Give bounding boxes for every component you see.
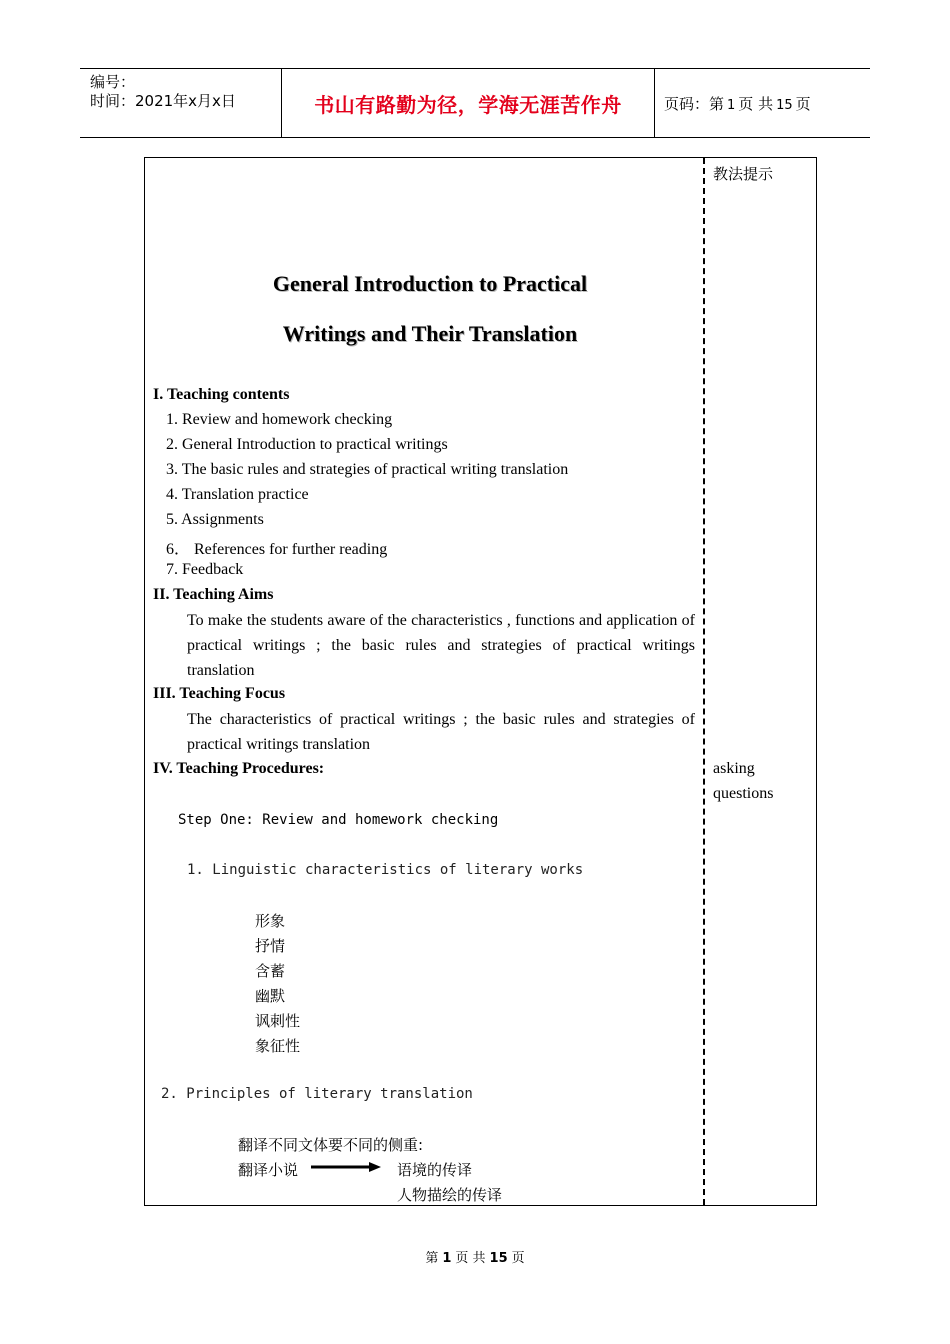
contents-item: 3. The basic rules and strategies of practical writing translation	[166, 461, 569, 478]
doc-title-line1: General Introduction to Practical	[272, 271, 588, 296]
side-note-line1: asking	[713, 760, 755, 777]
focus-note: 翻译不同文体要不同的侧重:	[238, 1136, 424, 1154]
contents-item: 4. Translation practice	[166, 486, 309, 503]
contents-item: 7. Feedback	[166, 561, 244, 578]
serial-label: 编号：	[90, 73, 136, 91]
page-total: 15	[776, 97, 793, 113]
page-current: 1	[727, 97, 736, 113]
feature-item: 含蓄	[255, 962, 286, 980]
arrow-right-icon	[311, 1161, 381, 1173]
lesson-table	[144, 157, 817, 1206]
feature-item: 象征性	[255, 1037, 301, 1055]
feature-item: 抒情	[255, 937, 286, 955]
date-label: 时间：2021年x月x日	[90, 92, 236, 110]
column-divider	[703, 158, 705, 1205]
header-meta	[80, 69, 280, 137]
item-translation-principles: 2. Principles of literary translation	[161, 1086, 473, 1102]
feature-item: 讽刺性	[255, 1012, 301, 1030]
section-heading-aims: II. Teaching Aims	[153, 586, 274, 603]
contents-item: 5. Assignments	[166, 511, 264, 528]
section-heading-procedures: IV. Teaching Procedures:	[153, 760, 325, 777]
novel-point: 语境的传译	[397, 1161, 473, 1179]
doc-title-line2: Writings and Their Translation	[282, 321, 578, 346]
focus-paragraph: The characteristics of practical writings ; the basic rules and strategies of practical writings translation	[187, 711, 695, 753]
item-literary-characteristics: 1. Linguistic characteristics of literary works	[187, 862, 584, 878]
page-indicator: 页码：第 1 页 共 15 页	[664, 94, 811, 113]
feature-item: 形象	[255, 912, 286, 930]
novel-label: 翻译小说	[238, 1161, 299, 1179]
contents-item: 6． References for further reading	[166, 541, 388, 558]
contents-item: 1. Review and homework checking	[166, 411, 393, 428]
section-heading-focus: III. Teaching Focus	[153, 685, 286, 702]
feature-item: 幽默	[255, 987, 286, 1005]
header-page-cell	[655, 69, 870, 137]
side-heading: 教法提示	[713, 165, 774, 183]
novel-point: 人物描绘的传译	[397, 1186, 503, 1204]
section-heading-contents: I. Teaching contents	[153, 386, 290, 403]
header-motto-cell	[281, 69, 655, 137]
page-header	[80, 68, 870, 138]
footer-page-current: 1	[442, 1251, 452, 1266]
step-one-heading: Step One: Review and homework checking	[178, 812, 499, 828]
aims-paragraph: To make the students aware of the characteristics , functions and application of practical writings ; the basic rules and strategies of practical writings translation	[187, 612, 695, 679]
page-footer: 第 1 页 共 15 页	[425, 1251, 525, 1266]
contents-item: 2. General Introduction to practical writings	[166, 436, 448, 453]
motto: 书山有路勤为径，学海无涯苦作舟	[314, 92, 622, 117]
footer-page-total: 15	[489, 1251, 508, 1266]
side-note-line2: questions	[713, 785, 774, 802]
